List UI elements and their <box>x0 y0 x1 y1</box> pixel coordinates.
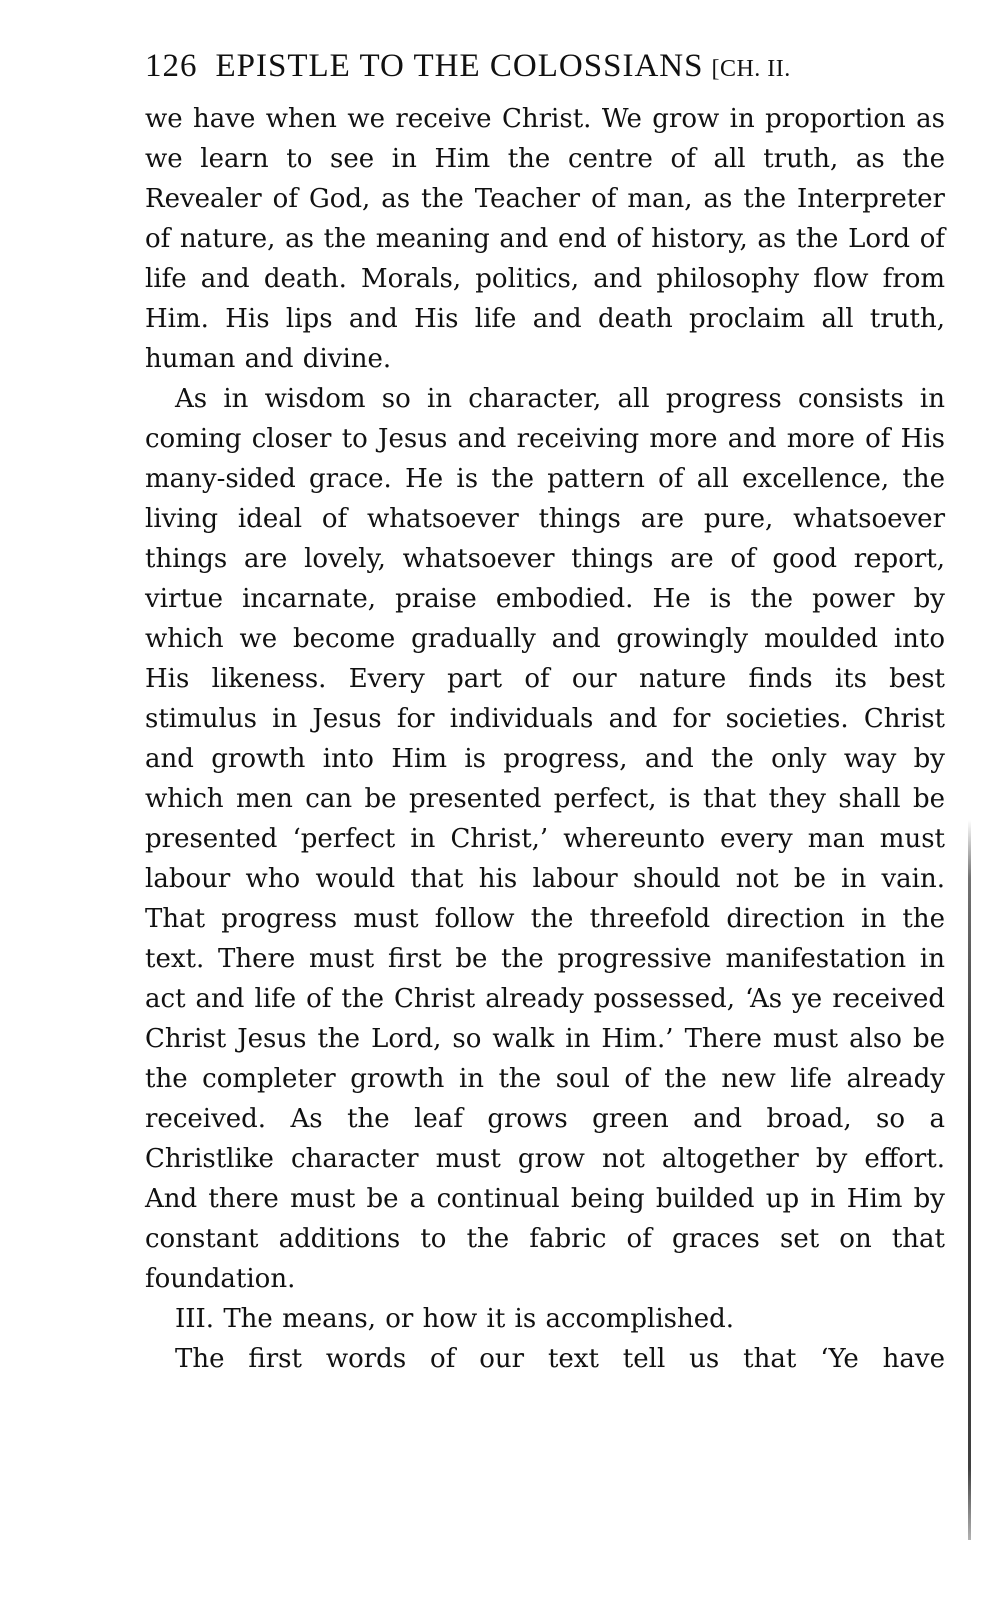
paragraph-character-progress: As in wisdom so in character, all progress consists in coming closer to Jesus and receiving more and more of His many-sided grace. He is the pattern of all excellence, the living ideal of whatsoever things are pure, whatsoever things are lovely, whatsoever things are of good report, virtue incarnate, praise embodied. He is the power by which we become gradually and growingly moulded into His likeness. Every part of our nature finds its best stimulus in Jesus for individuals and for societies. Christ and growth into Him is progress, and the only way by which men can be presented perfect, is that they shall be presented ‘perfect in Christ,’ whereunto every man must labour who would that his labour should not be in vain. That progress must follow the threefold direction in the text. There must first be the progressive manifestation in act and life of the Christ already possessed, ‘As ye received Christ Jesus the Lord, so walk in Him.’ There must also be the completer growth in the soul of the new life already received. As the leaf grows green and broad, so a Christlike character must grow not altogether by effort. And there must be a continual being builded up in Him by constant additions to the fabric of graces set on that foundation. <box>145 384 945 1294</box>
body-text <box>145 99 945 1379</box>
running-title: EPISTLE TO THE COLOSSIANS <box>215 48 704 84</box>
paragraph-final-line: The first words of our text tell us that ‘Ye have <box>175 1344 945 1374</box>
section-heading-means: III. The means, or how it is accomplished. <box>175 1304 735 1334</box>
book-page <box>145 48 945 1379</box>
page-number: 126 <box>145 48 198 84</box>
page-header <box>145 48 945 85</box>
scan-margin-line <box>968 820 971 1540</box>
paragraph-continued: we have when we receive Christ. We grow in proportion as we learn to see in Him the centre of all truth, as the Revealer of God, as the Teacher of man, as the Interpreter of nature, as the meaning and end of history, as the Lord of life and death. Morals, politics, and philosophy flow from Him. His lips and His life and death proclaim all truth, human and divine. <box>145 104 945 374</box>
chapter-reference: [CH. II. <box>711 56 791 82</box>
